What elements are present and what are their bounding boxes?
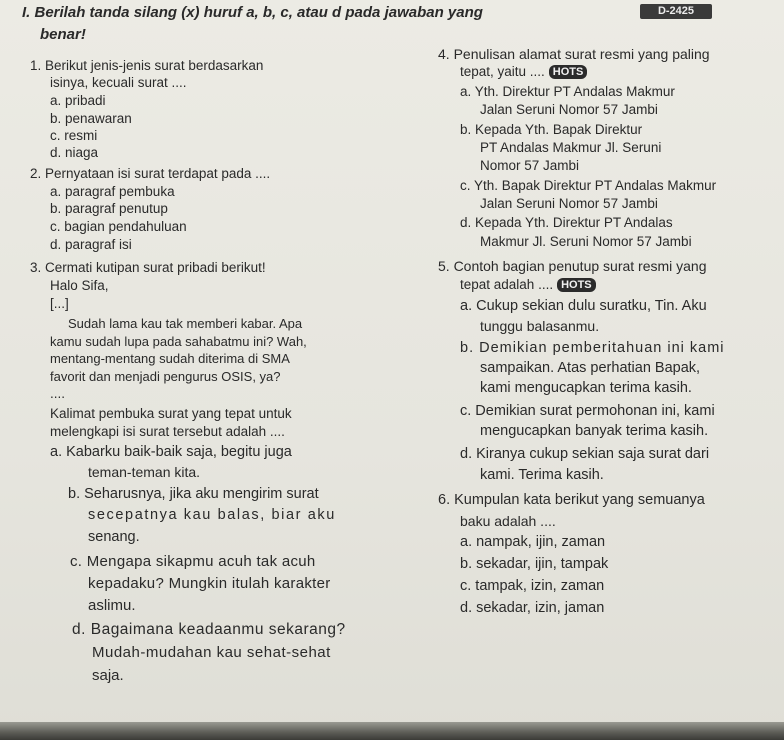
q3-option-a-line-2[interactable]: teman-teman kita.: [88, 464, 201, 480]
q3-greeting: Halo Sifa,: [50, 278, 109, 293]
q6-option-b[interactable]: b. sekadar, ijin, tampak: [460, 556, 609, 572]
q2-stem-line-1: 2. Pernyataan isi surat terdapat pada ....: [30, 166, 271, 181]
q3-quote-line-1: Sudah lama kau tak memberi kabar. Apa: [68, 316, 303, 331]
q3-option-b-line-3[interactable]: senang.: [88, 529, 140, 545]
hots-badge: HOTS: [557, 278, 596, 292]
q4-option-a-line-2[interactable]: Jalan Seruni Nomor 57 Jambi: [480, 102, 658, 117]
q5-stem-line-1: 5. Contoh bagian penutup surat resmi yang: [438, 258, 707, 274]
q3-quote-line-2: kamu sudah lupa pada sahabatmu ini? Wah,: [50, 334, 307, 349]
q4-option-b-line-1[interactable]: b. Kepada Yth. Bapak Direktur: [460, 122, 643, 137]
q3-quote-line-4: favorit dan menjadi pengurus OSIS, ya?: [50, 369, 281, 384]
q3-option-a-line-1[interactable]: a. Kabarku baik-baik saja, begitu juga: [50, 444, 292, 460]
q3-stem-line-1: 3. Cermati kutipan surat pribadi berikut!: [30, 260, 266, 275]
q3-ellipsis-top: [...]: [50, 296, 69, 311]
q2-option-b[interactable]: b. paragraf penutup: [50, 201, 168, 216]
q5-stem-line-2: [460, 277, 596, 292]
q4-stem-line-2: [460, 64, 587, 79]
q5-option-a-line-1[interactable]: a. Cukup sekian dulu suratku, Tin. Aku: [460, 298, 707, 314]
q4-option-b-line-2[interactable]: PT Andalas Makmur Jl. Seruni: [480, 140, 662, 155]
q3-prompt-line-2: melengkapi isi surat tersebut adalah ....: [50, 424, 285, 439]
q3-quote-line-3: mentang-mentang sudah diterima di SMA: [50, 351, 290, 366]
q1-stem-line-2: isinya, kecuali surat ....: [50, 75, 187, 90]
hots-badge: HOTS: [549, 65, 588, 79]
q4-option-c-line-2[interactable]: Jalan Seruni Nomor 57 Jambi: [480, 196, 658, 211]
q3-option-c-line-2[interactable]: kepadaku? Mungkin itulah karakter: [88, 575, 331, 592]
q2-option-c[interactable]: c. bagian pendahuluan: [50, 219, 187, 234]
q4-option-d-line-2[interactable]: Makmur Jl. Seruni Nomor 57 Jambi: [480, 234, 692, 249]
q5-option-d-line-2[interactable]: kami. Terima kasih.: [480, 467, 604, 483]
q2-option-d[interactable]: d. paragraf isi: [50, 237, 132, 252]
q5-option-d-line-1[interactable]: d. Kiranya cukup sekian saja surat dari: [460, 446, 710, 462]
q5-option-a-line-2[interactable]: tunggu balasanmu.: [480, 318, 600, 334]
q3-option-b-line-2[interactable]: secepatnya kau balas, biar aku: [88, 507, 336, 523]
q6-stem-line-1: 6. Kumpulan kata berikut yang semuanya: [438, 492, 705, 508]
q3-option-d-line-2[interactable]: Mudah-mudahan kau sehat-sehat: [92, 644, 331, 661]
q5-option-b-line-1[interactable]: b. Demikian pemberitahuan ini kami: [460, 340, 725, 356]
page-bottom-edge: [0, 722, 784, 740]
q1-stem-line-1: 1. Berikut jenis-jenis surat berdasarkan: [30, 58, 264, 73]
q5-option-c-line-2[interactable]: mengucapkan banyak terima kasih.: [480, 423, 709, 439]
q4-option-b-line-3[interactable]: Nomor 57 Jambi: [480, 158, 580, 173]
q5-stem-text: tepat adalah ....: [460, 277, 554, 292]
q3-option-c-line-3[interactable]: aslimu.: [88, 597, 136, 614]
q1-option-d[interactable]: d. niaga: [50, 145, 99, 160]
q5-option-b-line-2[interactable]: sampaikan. Atas perhatian Bapak,: [480, 360, 701, 376]
q1-option-a[interactable]: a. pribadi: [50, 93, 106, 108]
q5-option-b-line-3[interactable]: kami mengucapkan terima kasih.: [480, 380, 692, 396]
q6-option-a[interactable]: a. nampak, ijin, zaman: [460, 534, 606, 550]
q4-option-a-line-1[interactable]: a. Yth. Direktur PT Andalas Makmur: [460, 84, 675, 99]
q3-option-d-line-3[interactable]: saja.: [92, 667, 124, 684]
instruction-line-1: I. Berilah tanda silang (x) huruf a, b, c, atau d pada jawaban yang: [22, 4, 483, 21]
q4-stem-text: tepat, yaitu ....: [460, 64, 545, 79]
q3-ellipsis-bottom: ....: [50, 386, 66, 401]
q3-prompt-line-1: Kalimat pembuka surat yang tepat untuk: [50, 406, 292, 421]
q4-option-c-line-1[interactable]: c. Yth. Bapak Direktur PT Andalas Makmur: [460, 178, 717, 193]
instruction-line-2: benar!: [40, 26, 86, 43]
q6-option-c[interactable]: c. tampak, izin, zaman: [460, 578, 605, 594]
q5-option-c-line-1[interactable]: c. Demikian surat permohonan ini, kami: [460, 403, 715, 419]
page-stamp: D-2425: [640, 4, 712, 19]
q3-option-b-line-1[interactable]: b. Seharusnya, jika aku mengirim surat: [68, 486, 319, 502]
q1-option-c[interactable]: c. resmi: [50, 128, 98, 143]
q6-stem-line-2: baku adalah ....: [460, 513, 556, 529]
q1-option-b[interactable]: b. penawaran: [50, 111, 132, 126]
q3-option-d-line-1[interactable]: d. Bagaimana keadaanmu sekarang?: [72, 621, 346, 638]
q4-stem-line-1: 4. Penulisan alamat surat resmi yang paling: [438, 46, 710, 62]
q3-option-c-line-1[interactable]: c. Mengapa sikapmu acuh tak acuh: [70, 553, 316, 570]
q4-option-d-line-1[interactable]: d. Kepada Yth. Direktur PT Andalas: [460, 215, 673, 230]
q6-option-d[interactable]: d. sekadar, izin, jaman: [460, 600, 605, 616]
q2-option-a[interactable]: a. paragraf pembuka: [50, 184, 175, 199]
